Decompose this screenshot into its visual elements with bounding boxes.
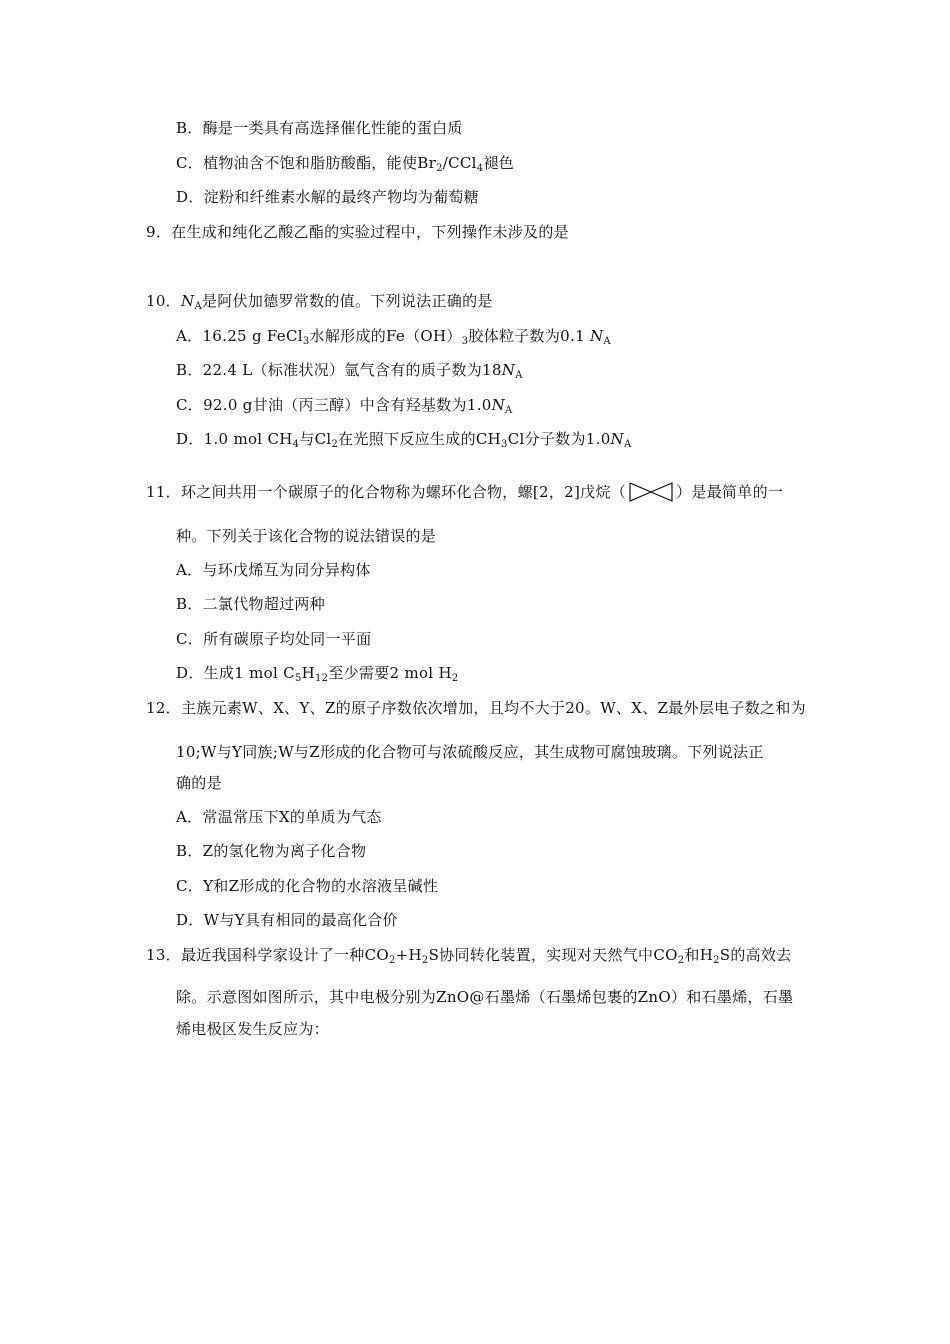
- question-9-stem: 9．在生成和纯化乙酸乙酯的实验过程中，下列操作未涉及的是: [146, 223, 569, 241]
- q11-option-d: D．生成1 mol $C_5H_{12}$至少需要2 mol $H_2$: [176, 664, 459, 684]
- question-12-stem-line3: 确的是: [176, 774, 222, 792]
- spiropentane-structure-icon: [628, 481, 674, 503]
- q10-option-d: D．1.0 mol $CH_4$与$Cl_2$在光照下反应生成的$CH_3Cl$分子数为$1.0N_A$: [176, 430, 632, 450]
- q10-option-c: C．92.0 g甘油（丙三醇）中含有羟基数为$1.0N_A$: [176, 396, 513, 416]
- q11-option-a: A．与环戊烯互为同分异构体: [176, 561, 371, 579]
- question-13-stem-line1: 13．最近我国科学家设计了一种$CO_2+H_2S$协同转化装置，实现对天然气中$CO_2$和$H_2S$的高效去: [146, 946, 792, 966]
- question-11-stem-line1: 11．环之间共用一个碳原子的化合物称为螺环化合物，螺[2，2]戊烷（ ）是最简单的一: [146, 483, 784, 501]
- q12-option-b: B．Z的氢化物为离子化合物: [176, 842, 367, 860]
- question-13-stem-line2: 除。示意图如图所示，其中电极分别为ZnO@石墨烯（石墨烯包裹的ZnO）和石墨烯，石墨: [176, 988, 794, 1006]
- q11-option-b: B．二氯代物超过两种: [176, 595, 326, 613]
- q12-option-d: D．W与Y具有相同的最高化合价: [176, 911, 398, 929]
- option-c-vegetable-oil: C．植物油含不饱和脂肪酸酯，能使$Br_2/CCl_4$褪色: [176, 154, 515, 174]
- question-11-stem-line2: 种。下列关于该化合物的说法错误的是: [176, 527, 437, 545]
- q12-option-c: C．Y和Z形成的化合物的水溶液呈碱性: [176, 877, 439, 895]
- q11-option-c: C．所有碳原子均处同一平面: [176, 630, 372, 648]
- option-b-enzyme: B．酶是一类具有高选择催化性能的蛋白质: [176, 119, 463, 137]
- question-10-stem: 10．$N_A$是阿伏加德罗常数的值。下列说法正确的是: [146, 292, 493, 312]
- q10-option-a: A．16.25 g FeCl$_3$水解形成的$Fe(OH)_3$胶体粒子数为0.1 $N_A$: [176, 327, 611, 347]
- question-12-stem-line1: 12．主族元素W、X、Y、Z的原子序数依次增加，且均不大于20。W、X、Z最外层电子数之和为: [146, 699, 806, 717]
- q12-option-a: A．常温常压下X的单质为气态: [176, 808, 382, 826]
- question-13-stem-line3: 烯电极区发生反应为：: [176, 1020, 330, 1038]
- question-12-stem-line2: 10;W与Y同族;W与Z形成的化合物可与浓硫酸反应，其生成物可腐蚀玻璃。下列说法正: [176, 743, 764, 761]
- q10-option-b: B．22.4 L（标准状况）氩气含有的质子数为$18N_A$: [176, 361, 523, 381]
- option-d-starch-cellulose: D．淀粉和纤维素水解的最终产物均为葡萄糖: [176, 188, 480, 206]
